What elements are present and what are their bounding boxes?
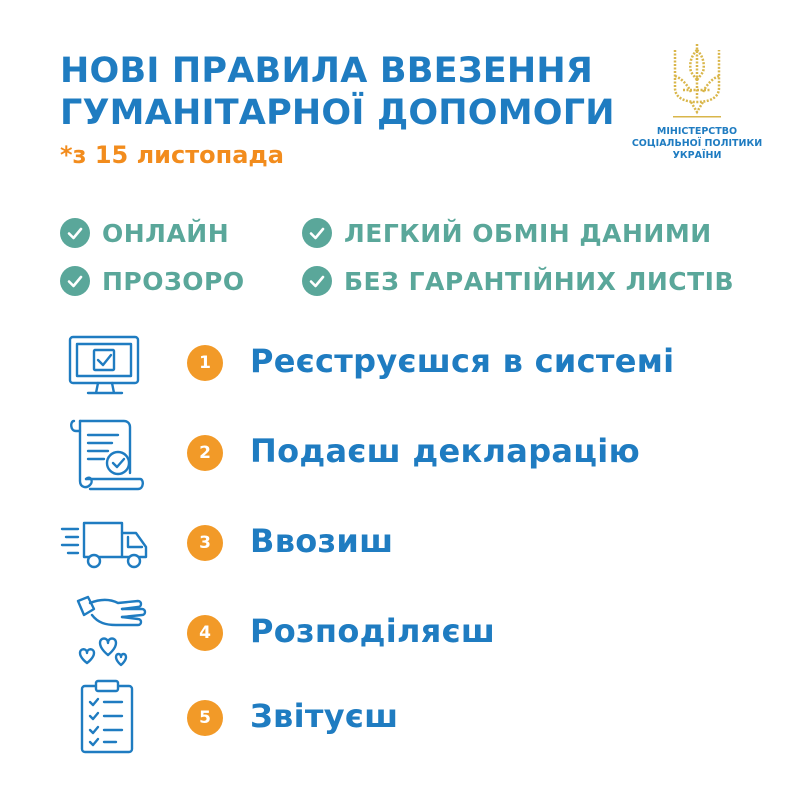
ministry-name-line-2: СОЦІАЛЬНОЇ ПОЛІТИКИ [631,138,763,149]
step-3-import [60,503,760,583]
step-label: Реєструєшся в системі [250,342,675,380]
step-2-declaration [60,413,760,493]
step-label: Розподіляєш [250,612,496,650]
trident-coat-of-arms-icon [667,40,727,120]
step-5-report [60,678,760,758]
step-label: Подаєш декларацію [250,432,640,470]
ministry-name-line-3: УКРАЇНИ [672,150,722,161]
step-1-register [60,323,760,403]
feature-no-guarantee-letters [302,266,734,296]
step-4-distribute [60,593,760,673]
feature-label: БЕЗ ГАРАНТІЙНИХ ЛИСТІВ [344,266,735,296]
title-line-2: ГУМАНІТАРНОЇ ДОПОМОГИ [60,93,615,133]
ministry-name-line-1: МІНІСТЕРСТВО [656,126,738,137]
check-circle-icon [60,218,90,248]
effective-date-subtitle: *з 15 листопада [60,141,284,169]
step-label: Ввозиш [250,522,394,560]
title-line-1: НОВІ ПРАВИЛА ВВЕЗЕННЯ [60,51,594,91]
check-circle-icon [302,218,332,248]
hand-hearts-icon [60,593,150,673]
ministry-logo [622,40,772,162]
feature-online [60,218,229,248]
feature-label: ОНЛАЙН [102,218,230,248]
ministry-name [622,126,772,162]
feature-easy-data-exchange [302,218,712,248]
step-number-badge: 1 [187,345,223,381]
feature-label: ЛЕГКИЙ ОБМІН ДАНИМИ [344,218,712,248]
feature-transparent [60,266,245,296]
clipboard-checklist-icon [60,678,150,758]
step-label: Звітуєш [250,697,399,735]
page-title [60,50,615,134]
check-circle-icon [302,266,332,296]
step-number-badge: 2 [187,435,223,471]
check-circle-icon [60,266,90,296]
computer-monitor-check-icon [60,323,150,403]
step-number-badge: 3 [187,525,223,561]
document-scroll-icon [60,413,150,493]
step-number-badge: 4 [187,615,223,651]
step-number-badge: 5 [187,700,223,736]
feature-label: ПРОЗОРО [102,266,245,296]
delivery-truck-icon [60,503,150,583]
